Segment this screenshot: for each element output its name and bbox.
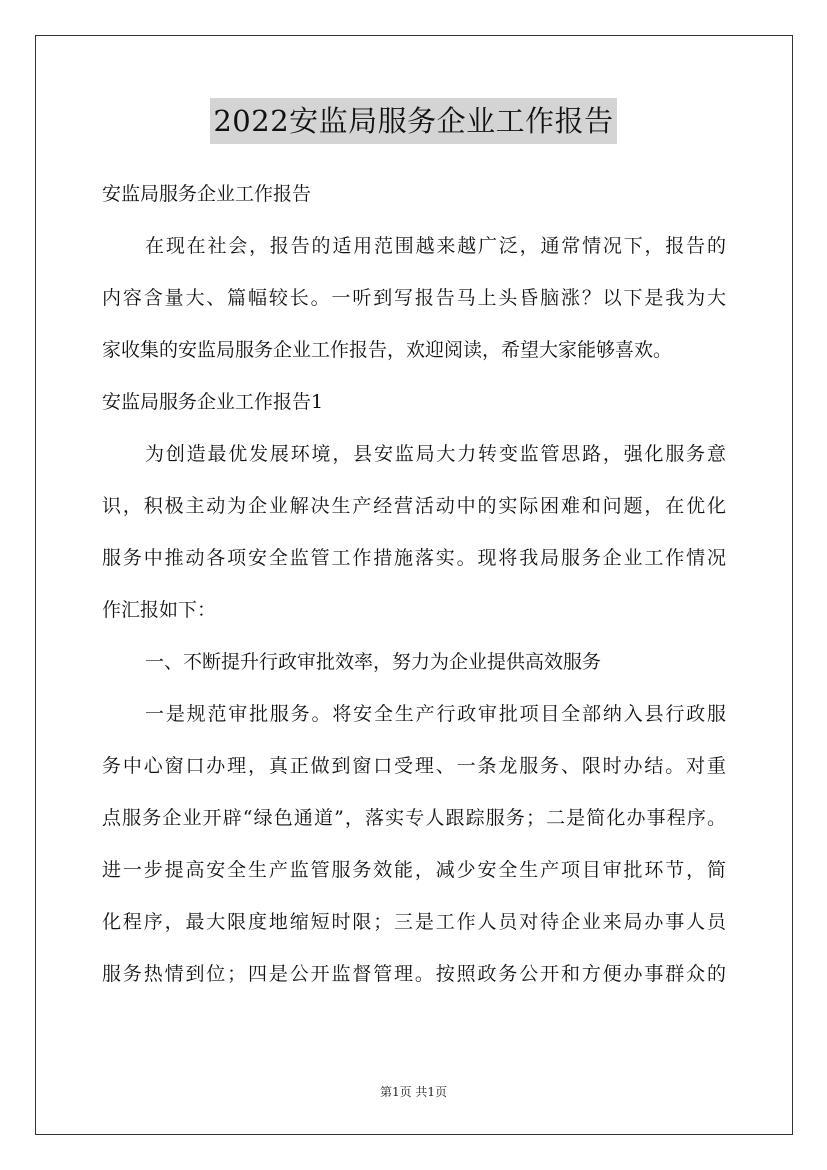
paragraph-line: 为创造最优发展环境，县安监局大力转变监管思路，强化服务意 xyxy=(145,443,726,465)
paragraph-line: 在现在社会，报告的适用范围越来越广泛，通常情况下，报告的 xyxy=(145,235,726,257)
paragraph-line: 一是规范审批服务。将安全生产行政审批项目全部纳入县行政服 xyxy=(145,703,726,725)
subsection-heading: 一、不断提升行政审批效率，努力为企业提供高效服务 xyxy=(145,651,602,673)
paragraph-line: 识，积极主动为企业解决生产经营活动中的实际困难和问题，在优化 xyxy=(102,495,726,517)
paragraph-line: 内容含量大、篇幅较长。一听到写报告马上头昏脑涨？以下是我为大 xyxy=(102,287,726,309)
paragraph-line: 家收集的安监局服务企业工作报告，欢迎阅读，希望大家能够喜欢。 xyxy=(102,339,673,361)
section-heading: 安监局服务企业工作报告 xyxy=(102,183,312,205)
section-heading: 安监局服务企业工作报告1 xyxy=(102,391,324,413)
document-body xyxy=(102,168,726,1000)
title-container xyxy=(0,98,827,144)
paragraph-line: 化程序，最大限度地缩短时限；三是工作人员对待企业来局办事人员 xyxy=(102,911,726,933)
paragraph-line: 务中心窗口办理，真正做到窗口受理、一条龙服务、限时办结。对重 xyxy=(102,755,726,777)
paragraph-line: 服务热情到位；四是公开监督管理。按照政务公开和方便办事群众的 xyxy=(102,963,726,985)
paragraph-line: 作汇报如下： xyxy=(102,599,217,621)
paragraph-line: 点服务企业开辟“绿色通道”，落实专人跟踪服务；二是简化办事程序。 xyxy=(102,807,726,829)
page-number-footer: 第1页 共1页 xyxy=(379,1085,448,1099)
paragraph-line: 服务中推动各项安全监管工作措施落实。现将我局服务企业工作情况 xyxy=(102,547,726,569)
paragraph-line: 进一步提高安全生产监管服务效能，减少安全生产项目审批环节，简 xyxy=(102,859,726,881)
document-title: 2022安监局服务企业工作报告 xyxy=(210,98,616,144)
